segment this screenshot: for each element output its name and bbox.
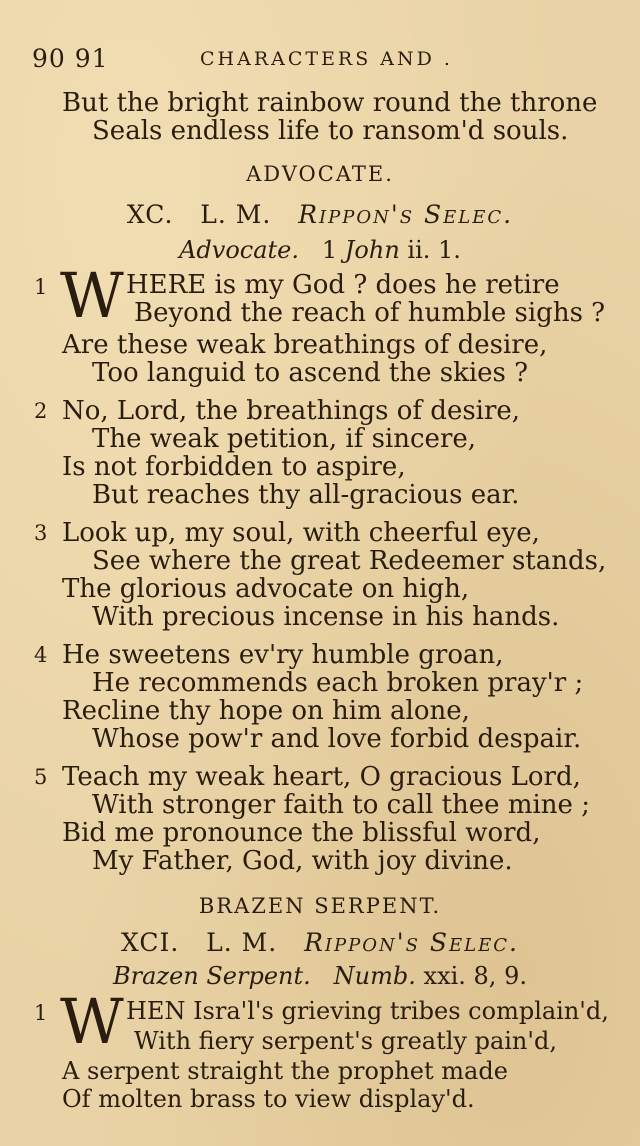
verse-line: Is not forbidden to aspire, [62, 452, 406, 482]
verse-number: 1 [34, 1001, 48, 1025]
hymn-meter: L. M. [206, 928, 278, 957]
ref-book: John [344, 236, 400, 264]
verse-line: With precious incense in his hands. [92, 602, 560, 632]
page-number: 90 91 [32, 44, 109, 73]
ref-verse: ii. 1. [407, 236, 461, 264]
drop-cap: W [60, 985, 124, 1058]
hymn-number: XC. [126, 200, 174, 229]
verse-line: Bid me pronounce the blissful word, [62, 818, 541, 848]
hymn-heading [0, 928, 640, 957]
ref-book-prefix: 1 [321, 236, 345, 264]
running-title: CHARACTERS AND . [200, 48, 453, 70]
verse-number: 5 [34, 765, 48, 789]
hymn-source: Rippon's Selec. [298, 200, 514, 229]
verse-line: He sweetens ev'ry humble groan, [62, 640, 504, 670]
drop-cap: W [60, 259, 124, 332]
verse-line: The weak petition, if sincere, [92, 424, 477, 454]
verse-line: He recommends each broken pray'r ; [92, 668, 584, 698]
hymn-subject: Advocate. [179, 236, 299, 264]
section-title: ADVOCATE. [246, 162, 394, 186]
hymn-subject: Brazen Serpent. [113, 962, 311, 990]
hymn-number: XCI. [121, 928, 180, 957]
ref-book: Numb. [333, 962, 416, 990]
hymn-heading [0, 200, 640, 229]
ref-verse: xxi. 8, 9. [423, 962, 527, 990]
verse-number: 3 [34, 521, 48, 545]
verse-line: Teach my weak heart, O gracious Lord, [62, 762, 581, 792]
hymn-source: Rippon's Selec. [304, 928, 519, 957]
verse-line: Recline thy hope on him alone, [62, 696, 470, 726]
verse-number: 2 [34, 399, 48, 423]
verse-line: Look up, my soul, with cheerful eye, [62, 518, 540, 548]
verse-line: Beyond the reach of humble sighs ? [134, 298, 606, 328]
verse-line: HEN Isra'l's grieving tribes complain'd, [126, 997, 609, 1025]
carryover-line: But the bright rainbow round the throne [62, 88, 598, 118]
verse-line: No, Lord, the breathings of desire, [62, 396, 521, 426]
verse-line: The glorious advocate on high, [62, 574, 470, 604]
verse-number: 4 [34, 643, 48, 667]
verse-line: My Father, God, with joy divine. [92, 846, 513, 876]
verse-line: Whose pow'r and love forbid despair. [92, 724, 582, 754]
verse-line: A serpent straight the prophet made [62, 1057, 508, 1085]
verse-line: See where the great Redeemer stands, [92, 546, 607, 576]
verse-line: HERE is my God ? does he retire [126, 270, 560, 300]
verse-line: Too languid to ascend the skies ? [92, 358, 529, 388]
verse-number: 1 [34, 275, 48, 299]
verse-line: Are these weak breathings of desire, [62, 330, 548, 360]
running-head [32, 44, 610, 78]
verse-line: Of molten brass to view display'd. [62, 1085, 475, 1113]
carryover-line: Seals endless life to ransom'd souls. [92, 116, 569, 146]
verse-line: But reaches thy all-gracious ear. [92, 480, 520, 510]
verse-line: With stronger faith to call thee mine ; [92, 790, 590, 820]
verse-line: With fiery serpent's greatly pain'd, [134, 1027, 557, 1055]
hymn-meter: L. M. [200, 200, 272, 229]
section-title: BRAZEN SERPENT. [198, 894, 442, 918]
